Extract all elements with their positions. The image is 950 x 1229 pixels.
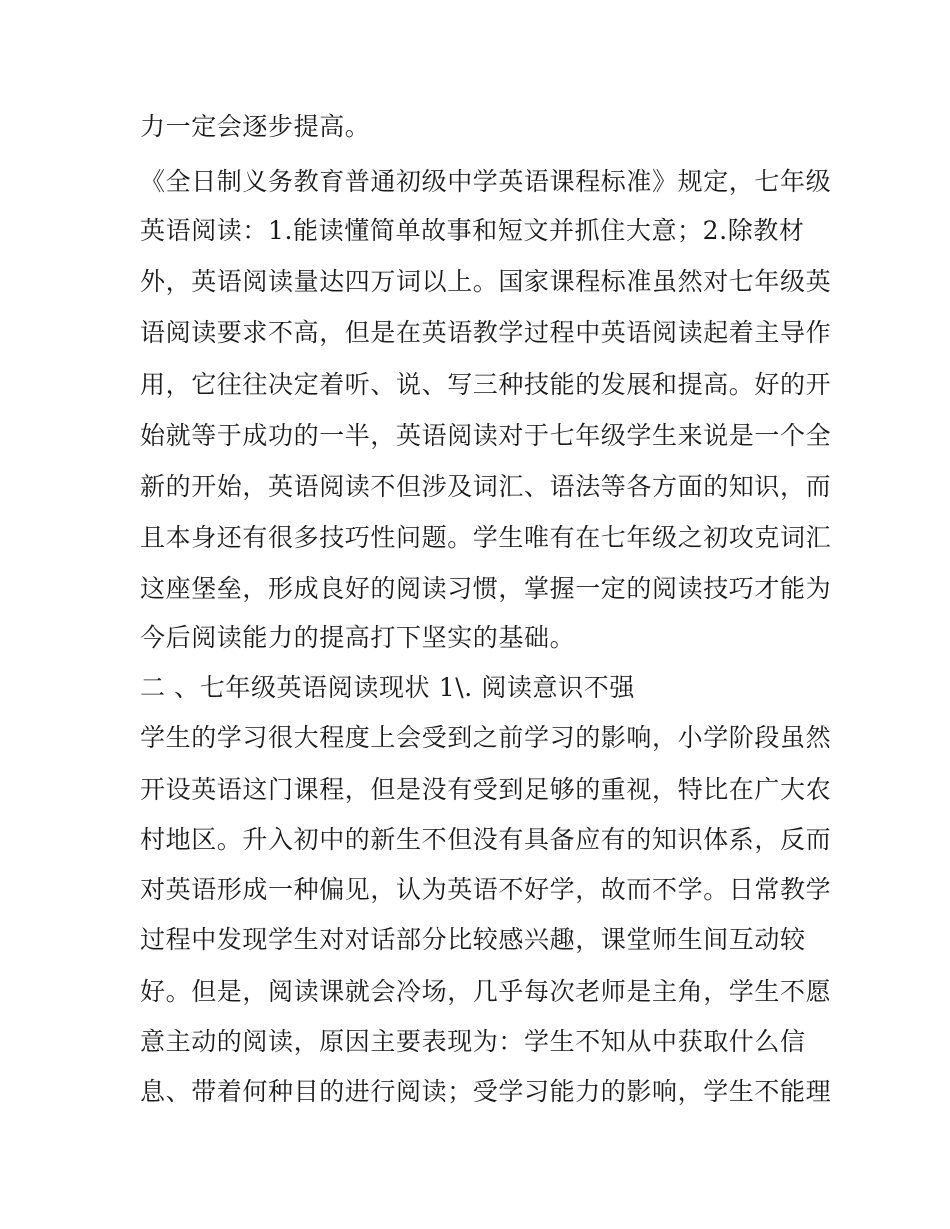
text-line: 始就等于成功的一半，英语阅读对于七年级学生来说是一个全 [140,421,832,450]
text-line: 开设英语这门课程，但是没有受到足够的重视，特比在广大农 [140,775,832,804]
text-line: 这座堡垒，形成良好的阅读习惯，掌握一定的阅读技巧才能为 [140,574,832,603]
text-line: 力一定会逐步提高。 [140,112,371,141]
text-line: 意主动的阅读，原因主要表现为：学生不知从中获取什么信 [140,1027,806,1056]
text-line: 好。但是，阅读课就会冷场，几乎每次老师是主角，学生不愿 [140,977,832,1006]
text-line: 用，它往往决定着听、说、写三种技能的发展和提高。好的开 [140,370,832,399]
text-line: 过程中发现学生对对话部分比较感兴趣，课堂师生间互动较 [140,925,806,954]
text-line: 且本身还有很多技巧性问题。学生唯有在七年级之初攻克词汇 [140,523,832,552]
text-line: 外，英语阅读量达四万词以上。国家课程标准虽然对七年级英 [140,267,832,296]
text-line: 息、带着何种目的进行阅读；受学习能力的影响，学生不能理 [140,1077,832,1106]
text-line: 新的开始，英语阅读不但涉及词汇、语法等各方面的知识，而 [140,472,832,501]
text-line: 学生的学习很大程度上会受到之前学习的影响，小学阶段虽然 [140,723,832,752]
text-line: 村地区。升入初中的新生不但没有具备应有的知识体系，反而 [140,825,832,854]
section-heading: 二 、七年级英语阅读现状 1\. 阅读意识不强 [140,673,635,702]
text-line: 英语阅读：1.能读懂简单故事和短文并抓住大意；2.除教材 [140,216,805,245]
text-line: 今后阅读能力的提高打下坚实的基础。 [140,623,576,652]
text-line: 语阅读要求不高，但是在英语教学过程中英语阅读起着主导作 [140,318,832,347]
text-line: 对英语形成一种偏见，认为英语不好学，故而不学。日常教学 [140,875,832,904]
text-line: 《全日制义务教育普通初级中学英语课程标准》规定，七年级 [140,167,832,196]
